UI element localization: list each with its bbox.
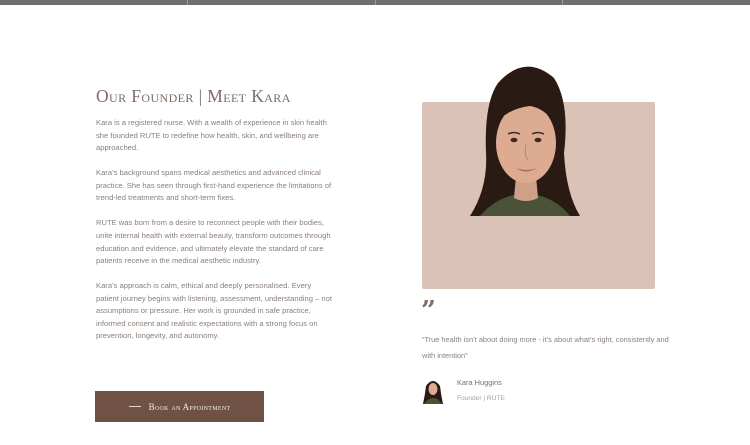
author-role: Founder | RUTE [457,395,505,402]
nav-segment [563,0,750,5]
bio-paragraph: RUTE was born from a desire to reconnect people with their bodies, unite internal health with external beauty, transform outcomes through education and evidence, and ultimately elevate the standard of care patients receive in the medical aesthetic industry. [96,218,331,266]
quote-icon: ” [421,296,436,326]
section-heading: Our Founder | Meet Kara [96,86,291,106]
top-navigation-bar [0,0,750,5]
founder-portrait [440,58,610,218]
dash-icon [129,406,141,407]
testimonial-quote: “True health isn’t about doing more - it’s about what’s right, consistently and with intention” [422,335,669,360]
book-appointment-button[interactable] [95,391,264,422]
nav-segment [376,0,564,5]
founder-bio [96,117,336,355]
author-name: Kara Huggins [457,378,502,387]
bio-paragraph: Kara is a registered nurse. With a wealth of experience in skin health she founded RUTE to redefine how health, skin, and wellbeing are approached. [96,118,327,153]
nav-segment [0,0,188,5]
book-appointment-label: Book an Appointment [148,401,231,412]
bio-paragraph: Kara’s background spans medical aesthetics and advanced clinical practice. She has seen through first-hand experience the limitations of trend-led treatments and short-term fixes. [96,168,332,203]
nav-segment [188,0,376,5]
avatar [422,377,444,404]
bio-paragraph: Kara’s approach is calm, ethical and deeply personalised. Every patient journey begins with listening, assessment, understanding – not assumptions or pressure. Her work is grounded in safe practice, informed consent and realistic expectations with a strong focus on prevention, longevity, and autonomy. [96,281,332,341]
